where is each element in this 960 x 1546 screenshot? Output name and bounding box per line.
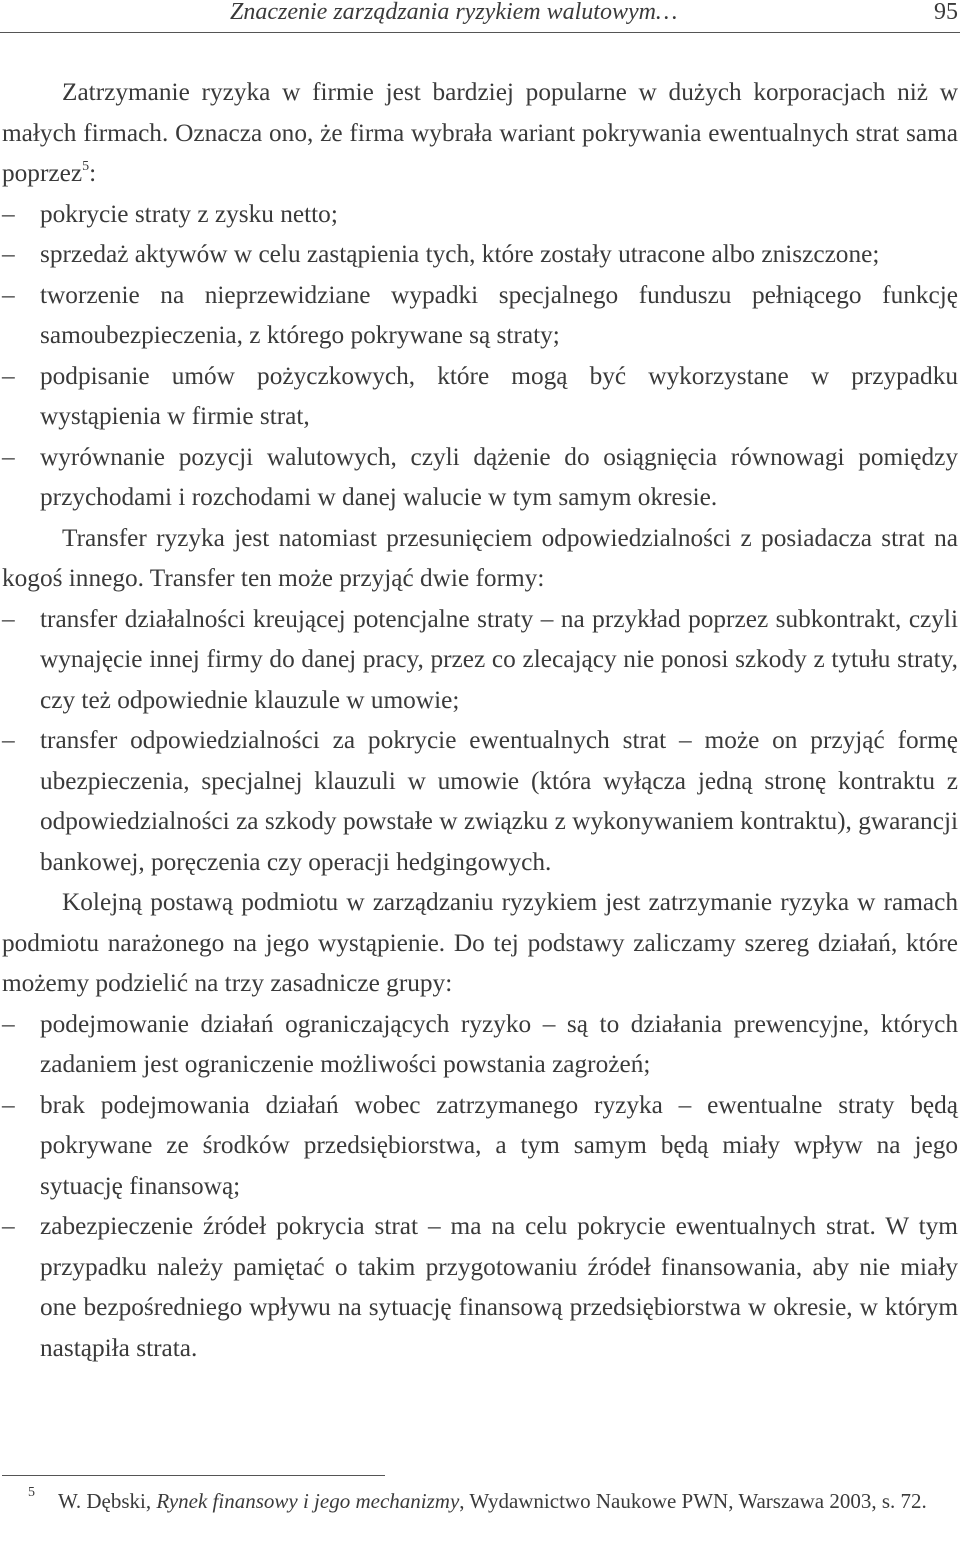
dash-bullet: – [2, 1212, 15, 1240]
dash-bullet: – [2, 240, 15, 268]
list-item-text: podejmowanie działań ograniczających ryzyko – są to działania prewencyjne, których zadaniem jest ograniczenie możliwości powstania zagrożeń; [40, 1009, 958, 1078]
list-item [2, 720, 958, 882]
list-retention-methods [2, 194, 958, 518]
dash-bullet: – [2, 1009, 15, 1038]
dash-bullet: – [2, 199, 15, 228]
dash-bullet: – [2, 442, 15, 471]
dash-bullet: – [2, 361, 15, 390]
list-item [2, 234, 958, 275]
list-item-text: wyrównanie pozycji walutowych, czyli dążenie do osiągnięcia równowagi pomiędzy przychodami i rozchodami w danej walucie w tym samym okresie. [40, 442, 958, 511]
list-item-text: transfer odpowiedzialności za pokrycie ewentualnych strat – może on przyjąć formę ubezpieczenia, specjalnej klauzuli w umowie (która wyłącza jedną stronę kontraktu z odpowiedzialności za szkody powstałe w związku z wykonywaniem kontraktu), gwarancji bankowej, poręczenia czy operacji hedgingowych. [40, 726, 958, 876]
list-item-text: brak podejmowania działań wobec zatrzymanego ryzyka – ewentualne straty będą pokrywane ze środków przedsiębiorstwa, a tym samym będą miały wpływ na jego sytuację finansową; [40, 1090, 958, 1200]
footnote-publisher: , Wydawnictwo Naukowe PWN, Warszawa 2003, s. 72. [459, 1489, 927, 1513]
paragraph-text: Zatrzymanie ryzyka w firmie jest bardziej popularne w dużych korporacjach niż w małych firmach. Oznacza ono, że firma wybrała wariant pokrywania ewentualnych strat sama poprzez [2, 78, 958, 187]
footnote-number: 5 [28, 1485, 35, 1500]
list-item [2, 356, 958, 437]
paragraph-transfer: Transfer ryzyka jest natomiast przesunięciem odpowiedzialności z posiadacza strat na kogoś innego. Transfer ten może przyjąć dwie formy: [2, 523, 958, 592]
footnote-book-title: Rynek finansowy i jego mechanizmy [156, 1489, 460, 1513]
list-item-text: tworzenie na nieprzewidziane wypadki specjalnego funduszu pełniącego funkcję samoubezpieczenia, z którego pokrywane są straty; [40, 280, 958, 349]
list-item-text: pokrycie straty z zysku netto; [40, 199, 338, 228]
list-item-text: zabezpieczenie źródeł pokrycia strat – ma na celu pokrycie ewentualnych strat. W tym przypadku należy pamiętać o takim przygotowaniu źródeł finansowania, aby nie miały one bezpośredniego wpływu na sytuację finansową przedsiębiorstwa w okresie, w którym nastąpiła strata. [40, 1212, 958, 1362]
list-item [2, 599, 958, 721]
list-item-text: transfer działalności kreującej potencjalne straty – na przykład poprzez subkontrakt, czyli wynajęcie innej firmy do danej pracy, przez co zlecający nie ponosi szkody z tytułu straty, czy też odpowiednie klauzule w umowie; [40, 604, 958, 714]
footnote-reference: 5 [82, 158, 90, 174]
page-header [0, 0, 960, 33]
list-action-groups [2, 1004, 958, 1369]
page-number: 95 [934, 0, 958, 25]
dash-bullet: – [2, 1090, 15, 1119]
dash-bullet: – [2, 280, 15, 309]
paragraph-groups: Kolejną postawą podmiotu w zarządzaniu ryzykiem jest zatrzymanie ryzyka w ramach podmiotu narażonego na jego wystąpienie. Do tej podstawy zaliczamy szereg działań, które możemy podzielić na trzy zasadnicze grupy: [2, 888, 958, 997]
footnote-number-wrap [2, 1486, 58, 1516]
footnote-divider [2, 1475, 385, 1476]
list-item [2, 275, 958, 356]
list-item [2, 1085, 958, 1207]
list-item [2, 1206, 958, 1368]
list-item-text: podpisanie umów pożyczkowych, które mogą być wykorzystane w przypadku wystąpienia w firmie strat, [40, 361, 958, 430]
main-text [2, 72, 958, 1368]
list-item [2, 194, 958, 235]
running-title: Znaczenie zarządzania ryzykiem walutowym… [230, 0, 678, 25]
paragraph-retention [2, 72, 958, 194]
list-item [2, 437, 958, 518]
dash-bullet: – [2, 604, 15, 633]
dash-bullet: – [2, 726, 15, 754]
paragraph-text-tail: : [89, 159, 97, 187]
list-item-text: sprzedaż aktywów w celu zastąpienia tych, które zostały utracone albo zniszczone; [40, 240, 880, 268]
footnote [2, 1486, 958, 1516]
list-transfer-forms [2, 599, 958, 883]
list-item [2, 1004, 958, 1085]
footnote-author: W. Dębski, [58, 1489, 157, 1513]
